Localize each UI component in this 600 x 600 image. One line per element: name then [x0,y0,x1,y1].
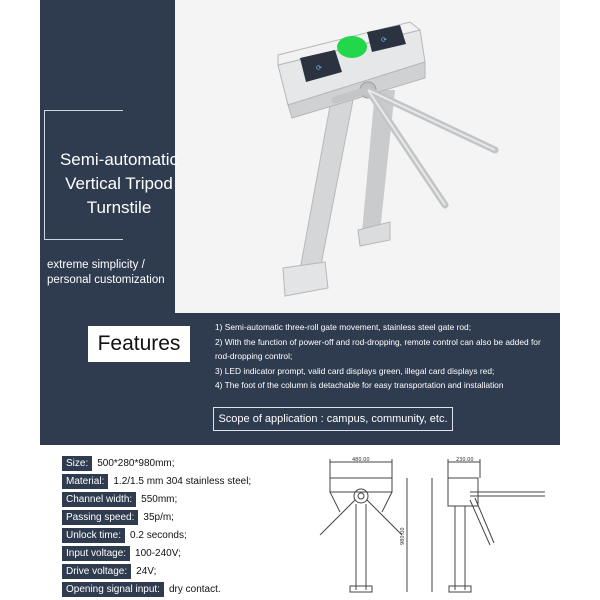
tagline-line: personal customization [47,274,165,286]
spec-value: 1.2/1.5 mm 304 stainless steel; [113,476,252,487]
scope-of-application: Scope of application : campus, community, etc. [213,407,453,431]
title-line: Vertical Tripod [65,174,173,193]
spec-label: Opening signal input: [62,582,164,597]
spec-label: Drive voltage: [62,564,131,579]
spec-label: Unlock time: [62,528,125,543]
svg-text:⟳: ⟳ [381,36,387,44]
tagline-line: extreme simplicity / [47,259,145,271]
feature-item: 1) Semi-automatic three-roll gate movement, stainless steel gate rod; [215,322,472,332]
features-heading: Features [88,326,190,362]
spec-value: dry contact. [168,584,221,595]
spec-label: Passing speed: [62,510,138,525]
spec-value: 35p/m; [143,512,174,523]
spec-value: 24V; [136,566,157,577]
title-line: Semi-automatic [59,150,179,169]
dimension-depth-label: 230.00 [456,457,474,463]
feature-item: 3) LED indicator prompt, valid card displays green, illegal card displays red; [215,365,495,376]
spec-label: Input voltage: [62,546,130,561]
feature-item: 2) With the function of power-off and rod-dropping, remote control can also be added for rod-dropping control; [215,336,541,361]
spec-value: 0.2 seconds; [130,530,187,541]
svg-text:⟳: ⟳ [316,64,322,72]
spec-value: 100-240V; [135,548,181,559]
dimension-width-label: 480.00 [352,457,370,463]
spec-value: 500*280*980mm; [97,458,175,469]
dimension-height-label: 980.00 [400,527,406,545]
spec-label: Size: [62,456,92,471]
feature-item: 4) The foot of the column is detachable for easy transportation and installation [215,380,504,390]
spec-value: 550mm; [141,494,178,505]
spec-label: Material: [62,474,108,489]
spec-label: Channel width: [62,492,136,507]
title-line: Turnstile [86,198,152,217]
